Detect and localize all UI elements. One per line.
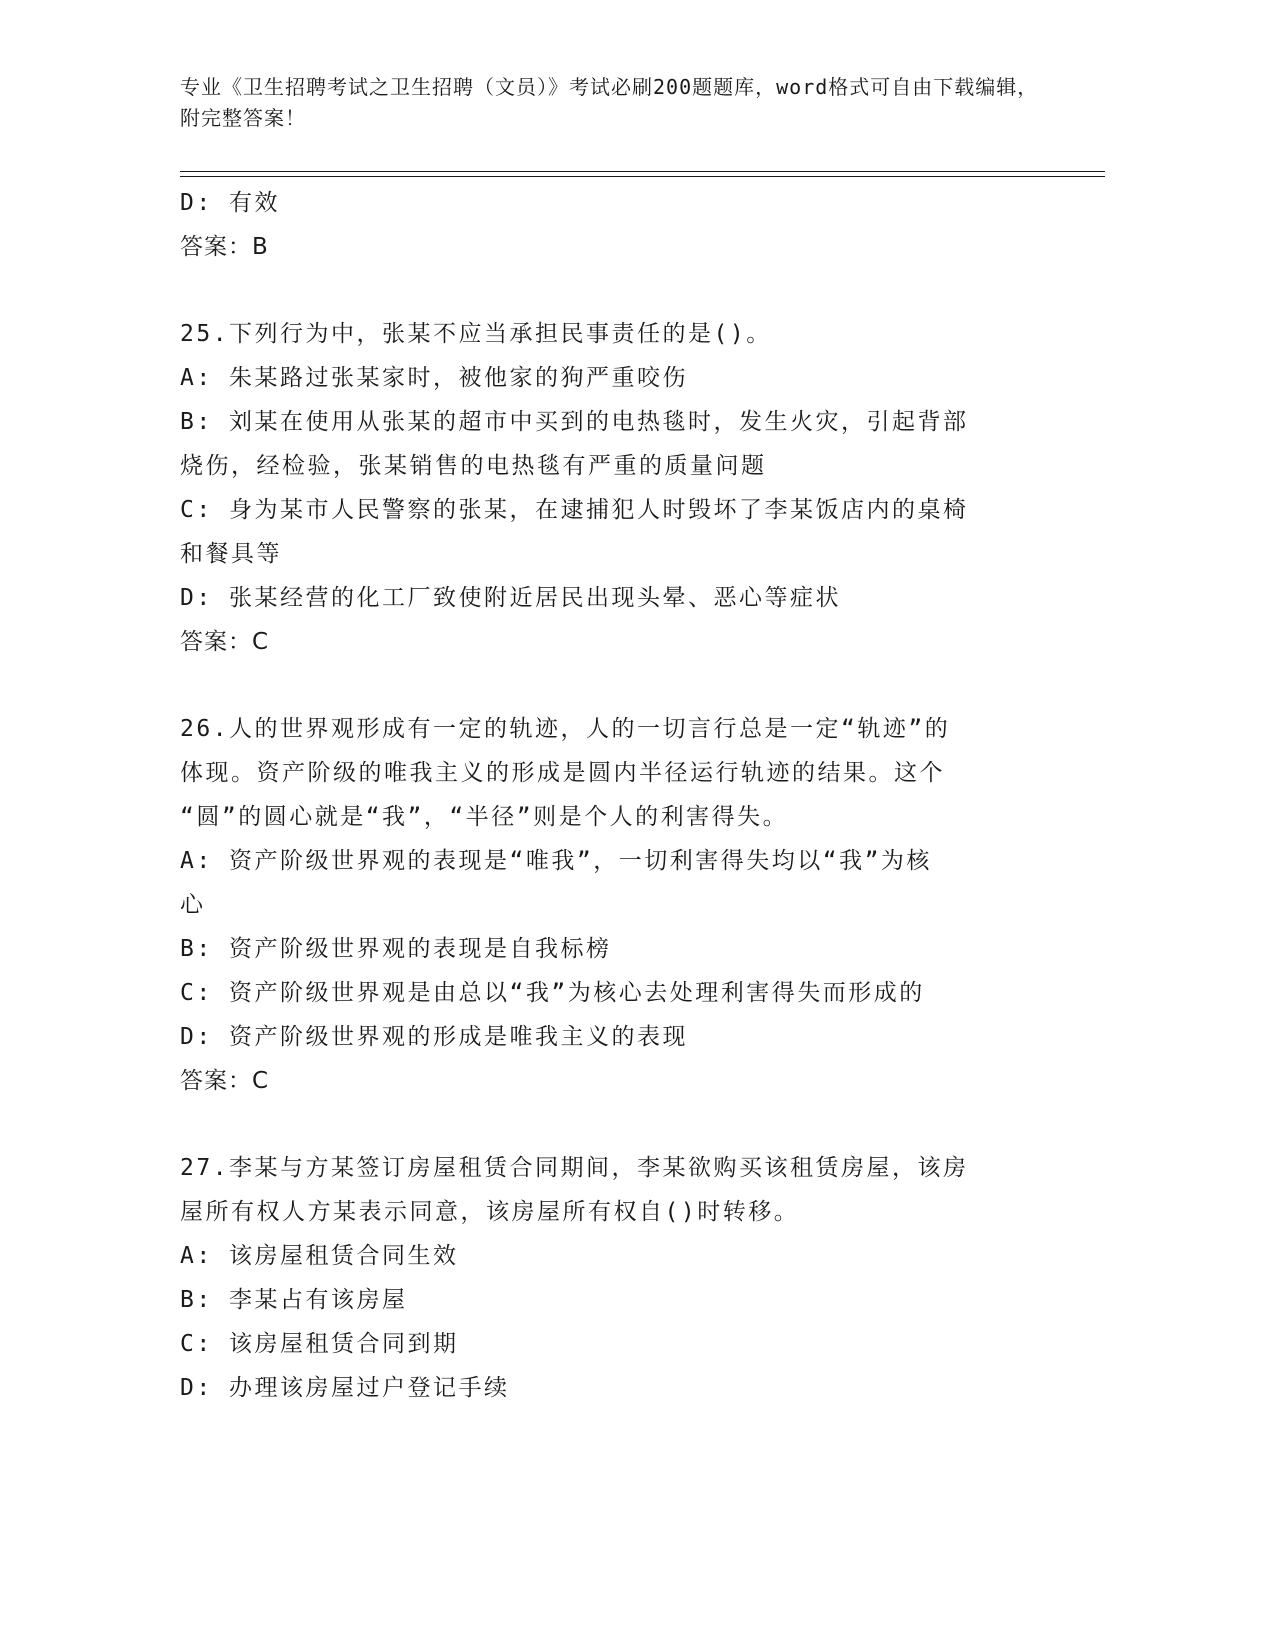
option-line: 和餐具等 [180,541,282,567]
option-b [180,400,1040,488]
answer-line: 答案：C [180,1068,270,1094]
question-stem: 26.人的世界观形成有一定的轨迹，人的一切言行总是一定“轨迹”的 [180,716,951,742]
option-line: C: 该房屋租赁合同到期 [180,1331,459,1357]
option-d [180,1366,1040,1410]
option-a [180,1234,1040,1278]
option-a [180,839,1040,927]
option-line: D: 办理该房屋过户登记手续 [180,1375,510,1401]
option-d [180,576,1040,620]
option-line: A: 该房屋租赁合同生效 [180,1243,459,1269]
option-b [180,927,1040,971]
option-line: C: 资产阶级世界观是由总以“我”为核心去处理利害得失而形成的 [180,980,925,1006]
option-b [180,1278,1040,1322]
question-content [180,181,1040,1410]
answer-line: 答案：B [180,234,269,260]
question-stem: 体现。资产阶级的唯我主义的形成是圆内半径运行轨迹的结果。这个 [180,760,945,786]
option-line: B: 资产阶级世界观的表现是自我标榜 [180,936,612,962]
option-c [180,971,1040,1015]
option-line: B: 刘某在使用从张某的超市中买到的电热毯时，发生火灾，引起背部 [180,409,969,435]
option-c [180,488,1040,576]
header-rule-bottom [180,176,1105,177]
question-27 [180,1146,1040,1410]
question-stem: “圆”的圆心就是“我”，“半径”则是个人的利害得失。 [180,804,789,830]
option-d: D: 有效 [180,190,281,216]
answer-line: 答案：C [180,629,270,655]
page-header [180,72,1040,134]
option-c [180,1322,1040,1366]
header-rule-top [180,171,1105,172]
option-line: D: 资产阶级世界观的形成是唯我主义的表现 [180,1024,689,1050]
question-stem: 屋所有权人方某表示同意，该房屋所有权自()时转移。 [180,1199,800,1225]
spacer [180,269,1040,312]
option-line: D: 张某经营的化工厂致使附近居民出现头晕、恶心等症状 [180,585,842,611]
option-line: B: 李某占有该房屋 [180,1287,408,1313]
question-stem: 25.下列行为中，张某不应当承担民事责任的是()。 [180,321,772,347]
option-line: 心 [180,892,206,918]
option-a [180,356,1040,400]
option-line: A: 资产阶级世界观的表现是“唯我”，一切利害得失均以“我”为核 [180,848,932,874]
question-stem: 27.李某与方某签订房屋租赁合同期间，李某欲购买该租赁房屋，该房 [180,1155,969,1181]
question-25 [180,312,1040,664]
option-line: 烧伤，经检验，张某销售的电热毯有严重的质量问题 [180,453,767,479]
question-26 [180,707,1040,1103]
option-line: A: 朱某路过张某家时，被他家的狗严重咬伤 [180,365,689,391]
spacer [180,1103,1040,1146]
spacer [180,664,1040,707]
option-line: C: 身为某市人民警察的张某，在逮捕犯人时毁坏了李某饭店内的桌椅 [180,497,969,523]
header-text: 专业《卫生招聘考试之卫生招聘（文员）》考试必刷200题题库，word格式可自由下载编辑，附完整答案！ [180,75,1039,130]
option-d [180,1015,1040,1059]
